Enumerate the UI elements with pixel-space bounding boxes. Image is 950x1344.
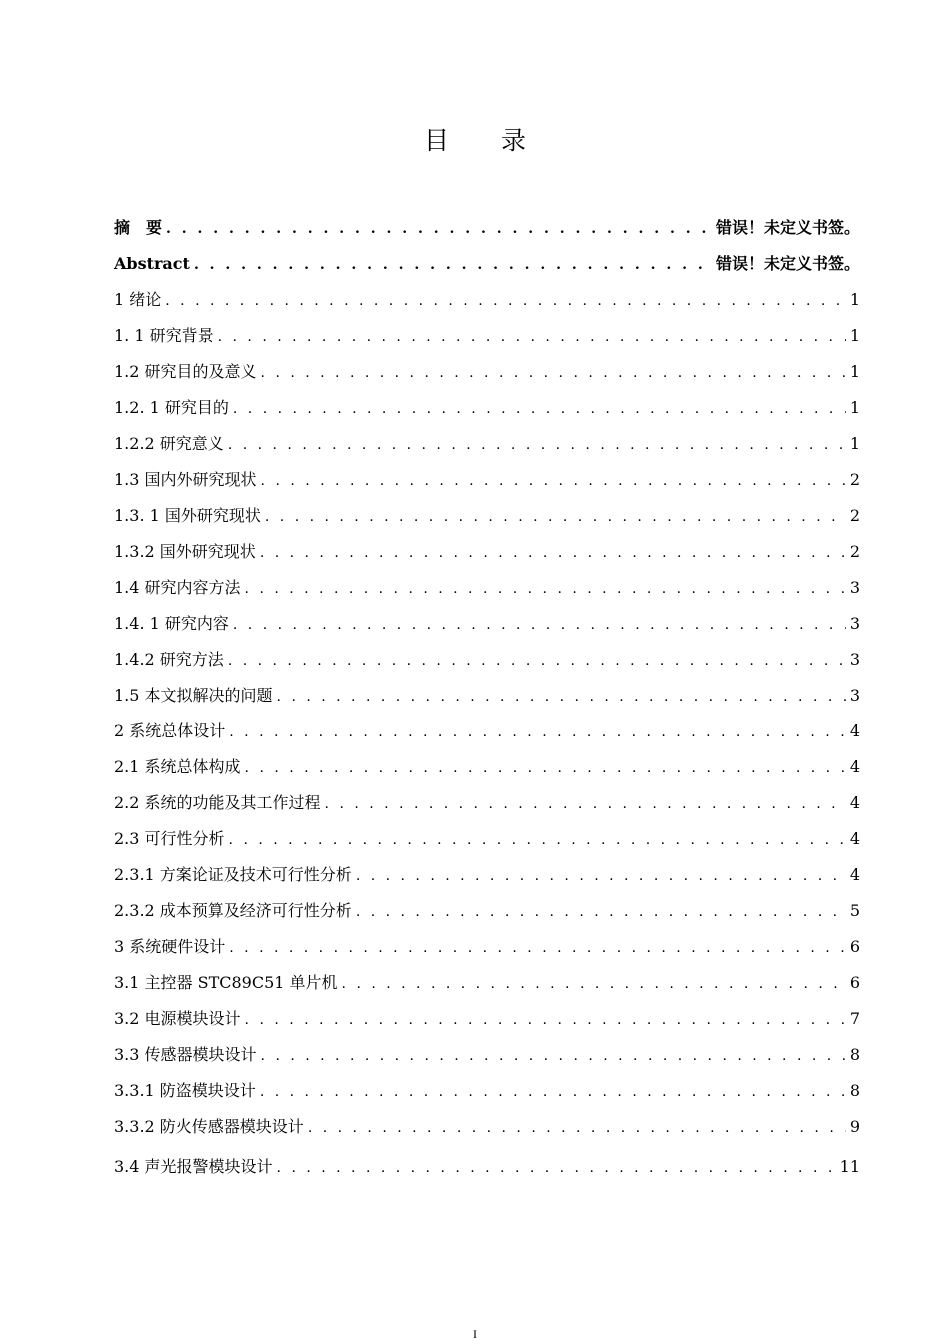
toc-entry-label: 1.4. 1 研究内容 <box>114 614 229 633</box>
toc-dot-leader <box>233 391 846 427</box>
toc-entry-page: 1 <box>849 362 860 381</box>
toc-dot-leader <box>245 1002 846 1038</box>
toc-entry-page: 3 <box>849 686 860 705</box>
toc-dot-leader <box>261 1038 846 1074</box>
toc-entry[interactable] <box>114 642 860 678</box>
toc-entry[interactable] <box>114 713 860 749</box>
toc-entry-label: 1.3. 1 国外研究现状 <box>114 506 261 525</box>
toc-dot-leader <box>356 894 846 930</box>
toc-entry[interactable] <box>114 893 860 929</box>
toc-entry-label: 3.1 主控器 STC89C51 单片机 <box>114 973 338 992</box>
toc-entry-page: 2 <box>849 542 860 561</box>
toc-entry[interactable] <box>114 749 860 785</box>
toc-entry-page: 4 <box>849 865 860 884</box>
toc-entry-page: 3 <box>849 578 860 597</box>
toc-entry-page: 4 <box>849 757 860 776</box>
toc-entry-label: 1. 1 研究背景 <box>114 326 214 345</box>
toc-entry-label: 2.2 系统的功能及其工作过程 <box>114 793 321 812</box>
toc-dot-leader <box>245 750 846 786</box>
toc-entry-label: 3.3.1 防盗模块设计 <box>114 1081 256 1100</box>
toc-dot-leader <box>194 247 712 283</box>
footer-page-number: I <box>473 1327 477 1341</box>
toc-entry[interactable] <box>114 785 860 821</box>
toc-entry[interactable] <box>114 318 860 354</box>
toc-entry-page: 4 <box>849 829 860 848</box>
toc-entry-label: 1.2.2 研究意义 <box>114 434 224 453</box>
toc-entry-label: 1.5 本文拟解决的问题 <box>114 686 273 705</box>
toc-entry-page: 3 <box>849 614 860 633</box>
toc-entry-page: 1 <box>849 434 860 453</box>
toc-entry-page: 5 <box>849 901 860 920</box>
toc-entry-page: 6 <box>849 937 860 956</box>
toc-entry-label: Abstract <box>114 254 190 273</box>
toc-dot-leader <box>356 858 846 894</box>
toc-entry-page: 6 <box>849 973 860 992</box>
toc-entry[interactable] <box>114 1073 860 1109</box>
table-of-contents <box>114 210 860 1185</box>
toc-entry-page: 4 <box>849 793 860 812</box>
toc-entry-page: 1 <box>849 398 860 417</box>
toc-entry-label: 3 系统硬件设计 <box>114 937 226 956</box>
toc-dot-leader <box>166 211 712 247</box>
toc-entry-label: 1.2 研究目的及意义 <box>114 362 257 381</box>
toc-entry-label: 2.1 系统总体构成 <box>114 757 241 776</box>
toc-entry-page: 1 <box>849 326 860 345</box>
toc-dot-leader <box>233 607 846 643</box>
toc-dot-leader <box>261 463 846 499</box>
toc-dot-leader <box>260 535 846 571</box>
toc-entry-label: 1.3.2 国外研究现状 <box>114 542 256 561</box>
toc-dot-leader <box>277 679 846 715</box>
toc-entry-page: 2 <box>849 470 860 489</box>
toc-entry[interactable] <box>114 426 860 462</box>
toc-dot-leader <box>265 499 846 535</box>
toc-entry-abstract-en[interactable] <box>114 246 860 282</box>
toc-entry-page: 11 <box>839 1157 860 1176</box>
toc-entry-page: 8 <box>849 1045 860 1064</box>
toc-dot-leader <box>229 822 846 858</box>
toc-dot-leader <box>228 427 846 463</box>
toc-entry[interactable] <box>114 1149 860 1185</box>
page-title: 目 录 <box>424 126 548 155</box>
toc-dot-leader <box>325 786 846 822</box>
toc-entry-page: 3 <box>849 650 860 669</box>
toc-entry-page: 9 <box>849 1117 860 1136</box>
toc-entry[interactable] <box>114 678 860 713</box>
toc-entry[interactable] <box>114 1037 860 1073</box>
toc-entry-label: 2.3 可行性分析 <box>114 829 225 848</box>
toc-dot-leader <box>261 355 846 391</box>
toc-dot-leader <box>228 643 846 679</box>
toc-entry-label: 摘 要 <box>114 218 163 237</box>
toc-entry[interactable] <box>114 498 860 534</box>
toc-entry[interactable] <box>114 857 860 893</box>
toc-entry-page: 7 <box>849 1009 860 1028</box>
toc-entry-page: 8 <box>849 1081 860 1100</box>
toc-entry[interactable] <box>114 1001 860 1037</box>
toc-dot-leader <box>260 1074 846 1110</box>
toc-entry-label: 2.3.2 成本预算及经济可行性分析 <box>114 901 352 920</box>
toc-dot-leader <box>229 930 846 966</box>
toc-dot-leader <box>165 283 846 319</box>
toc-dot-leader <box>245 571 846 607</box>
toc-entry-label: 3.4 声光报警模块设计 <box>114 1157 273 1176</box>
toc-dot-leader <box>342 966 846 1002</box>
toc-entry[interactable] <box>114 929 860 965</box>
toc-entry-label: 3.3.2 防火传感器模块设计 <box>114 1117 304 1136</box>
toc-dot-leader <box>308 1110 846 1146</box>
toc-entry[interactable] <box>114 570 860 606</box>
toc-entry-abstract-cn[interactable] <box>114 210 860 246</box>
toc-entry[interactable] <box>114 462 860 498</box>
toc-entry-label: 3.3 传感器模块设计 <box>114 1045 257 1064</box>
toc-entry-label: 3.2 电源模块设计 <box>114 1009 241 1028</box>
toc-entry-page: 1 <box>849 290 860 309</box>
toc-entry-page: 4 <box>849 721 860 740</box>
toc-dot-leader <box>277 1150 836 1186</box>
toc-entry-label: 2.3.1 方案论证及技术可行性分析 <box>114 865 352 884</box>
toc-entry[interactable] <box>114 282 860 318</box>
toc-entry[interactable] <box>114 390 860 426</box>
toc-entry[interactable] <box>114 965 860 1001</box>
toc-dot-leader <box>218 319 846 355</box>
toc-entry-page: 2 <box>849 506 860 525</box>
toc-entry-label: 1.4.2 研究方法 <box>114 650 224 669</box>
toc-entry-label: 1.2. 1 研究目的 <box>114 398 229 417</box>
toc-entry[interactable] <box>114 354 860 390</box>
toc-entry[interactable] <box>114 606 860 642</box>
toc-entry-label: 2 系统总体设计 <box>114 721 226 740</box>
toc-entry-page: 错误！未定义书签。 <box>715 218 860 237</box>
toc-entry-label: 1.3 国内外研究现状 <box>114 470 257 489</box>
toc-entry[interactable] <box>114 821 860 857</box>
toc-entry[interactable] <box>114 534 860 570</box>
toc-entry-page: 错误！未定义书签。 <box>715 254 860 273</box>
toc-entry[interactable] <box>114 1109 860 1145</box>
toc-entry-label: 1 绪论 <box>114 290 162 309</box>
toc-dot-leader <box>229 714 846 750</box>
toc-entry-label: 1.4 研究内容方法 <box>114 578 241 597</box>
